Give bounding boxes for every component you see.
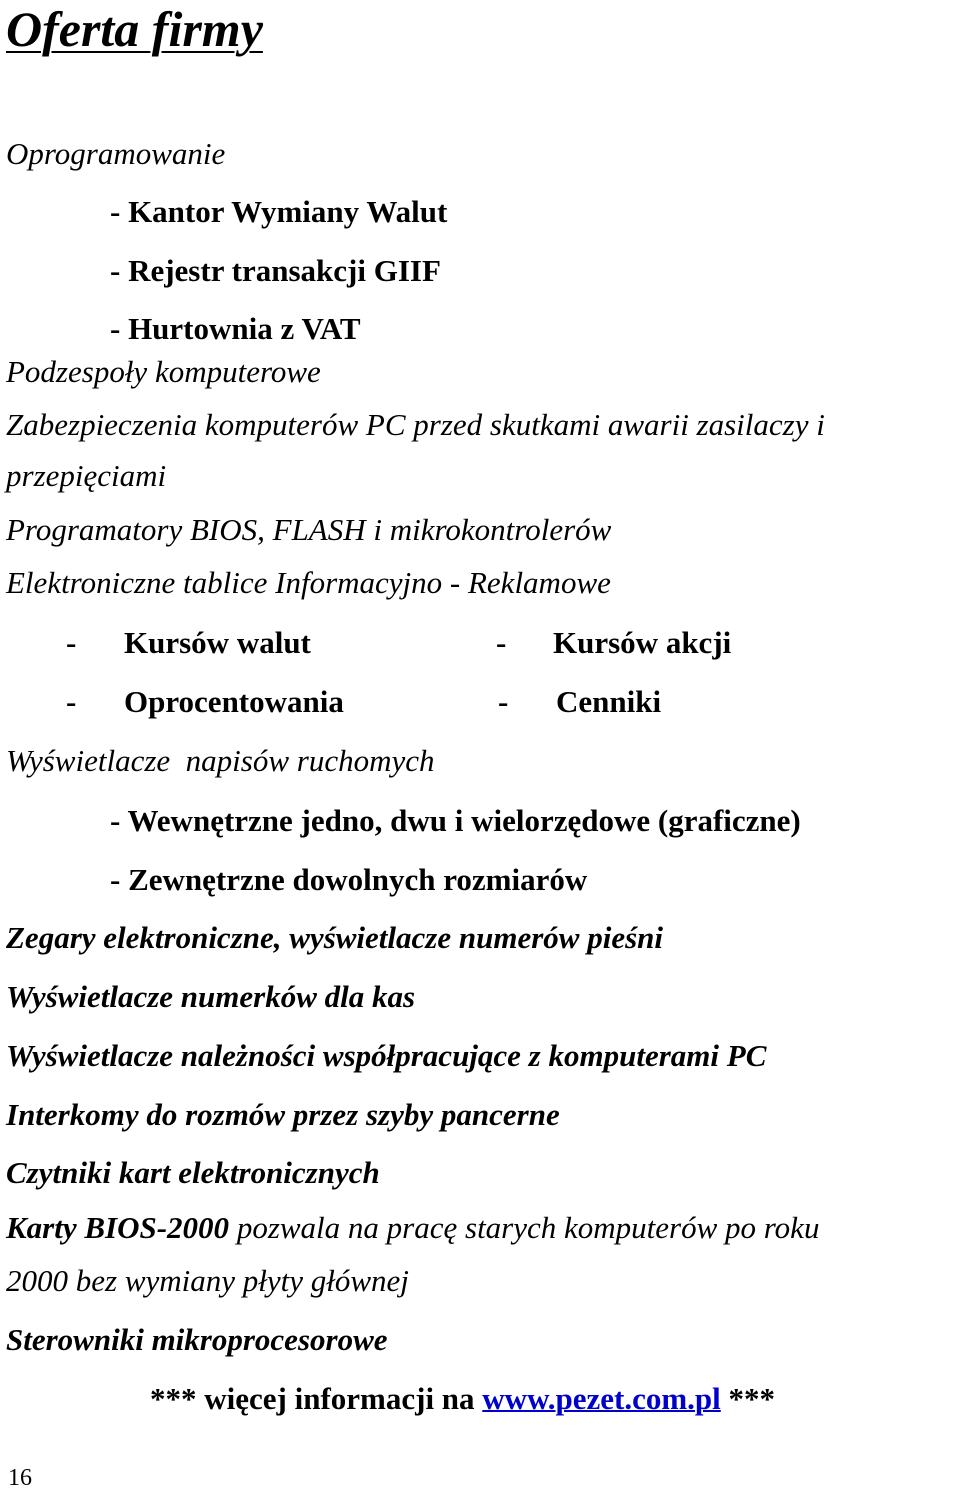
displays-item-1: - Wewnętrzne jedno, dwu i wielorzędowe (graficzne) [110, 803, 801, 838]
bios-line-2: 2000 bez wymiany płyty głównej [6, 1263, 409, 1298]
protection-line-1: Zabezpieczenia komputerów PC przed skutkami awarii zasilaczy i [6, 407, 825, 442]
boards-row2-left: Oprocentowania [124, 684, 344, 719]
footer-line [150, 1383, 775, 1414]
displays-heading: Wyświetlacze napisów ruchomych [6, 743, 435, 778]
page-number: 16 [8, 1465, 32, 1491]
boards-row2-left-dash: - [66, 684, 77, 719]
components-line: Podzespoły komputerowe [6, 354, 321, 389]
bold-item-5: Czytniki kart elektronicznych [6, 1155, 380, 1190]
footer-prefix: *** więcej informacji na [150, 1381, 483, 1416]
software-item-2: - Rejestr transakcji GIIF [110, 253, 441, 288]
controllers-line: Sterowniki mikroprocesorowe [6, 1322, 388, 1357]
software-item-1: - Kantor Wymiany Walut [110, 194, 448, 229]
footer-suffix: *** [720, 1381, 776, 1416]
bold-item-4: Interkomy do rozmów przez szyby pancerne [6, 1097, 560, 1132]
bold-item-2: Wyświetlacze numerków dla kas [6, 979, 416, 1014]
boards-row2-right: Cenniki [556, 684, 662, 719]
boards-row1-right-dash: - [496, 625, 507, 660]
software-heading: Oprogramowanie [6, 136, 226, 171]
programmers-line: Programatory BIOS, FLASH i mikrokontrolerów [6, 512, 612, 547]
website-link[interactable]: www.pezet.com.pl [482, 1381, 721, 1416]
boards-row1-left: Kursów walut [124, 625, 311, 660]
protection-line-2: przepięciami [6, 458, 167, 493]
bold-item-3: Wyświetlacze należności współpracujące z komputerami PC [6, 1038, 767, 1073]
boards-row1-right: Kursów akcji [553, 625, 732, 660]
boards-row2-right-dash: - [498, 684, 509, 719]
bios-line-1 [6, 1212, 819, 1243]
boards-heading: Elektroniczne tablice Informacyjno - Reklamowe [6, 565, 611, 600]
bios-bold-label: Karty BIOS-2000 [6, 1210, 230, 1245]
bold-item-1: Zegary elektroniczne, wyświetlacze numerów pieśni [6, 920, 663, 955]
displays-item-2: - Zewnętrzne dowolnych rozmiarów [110, 862, 588, 897]
software-item-3: - Hurtownia z VAT [110, 311, 361, 346]
boards-row1-left-dash: - [66, 625, 77, 660]
page-title: Oferta firmy [6, 1, 263, 57]
bios-description: pozwala na pracę starych komputerów po roku [229, 1210, 820, 1245]
